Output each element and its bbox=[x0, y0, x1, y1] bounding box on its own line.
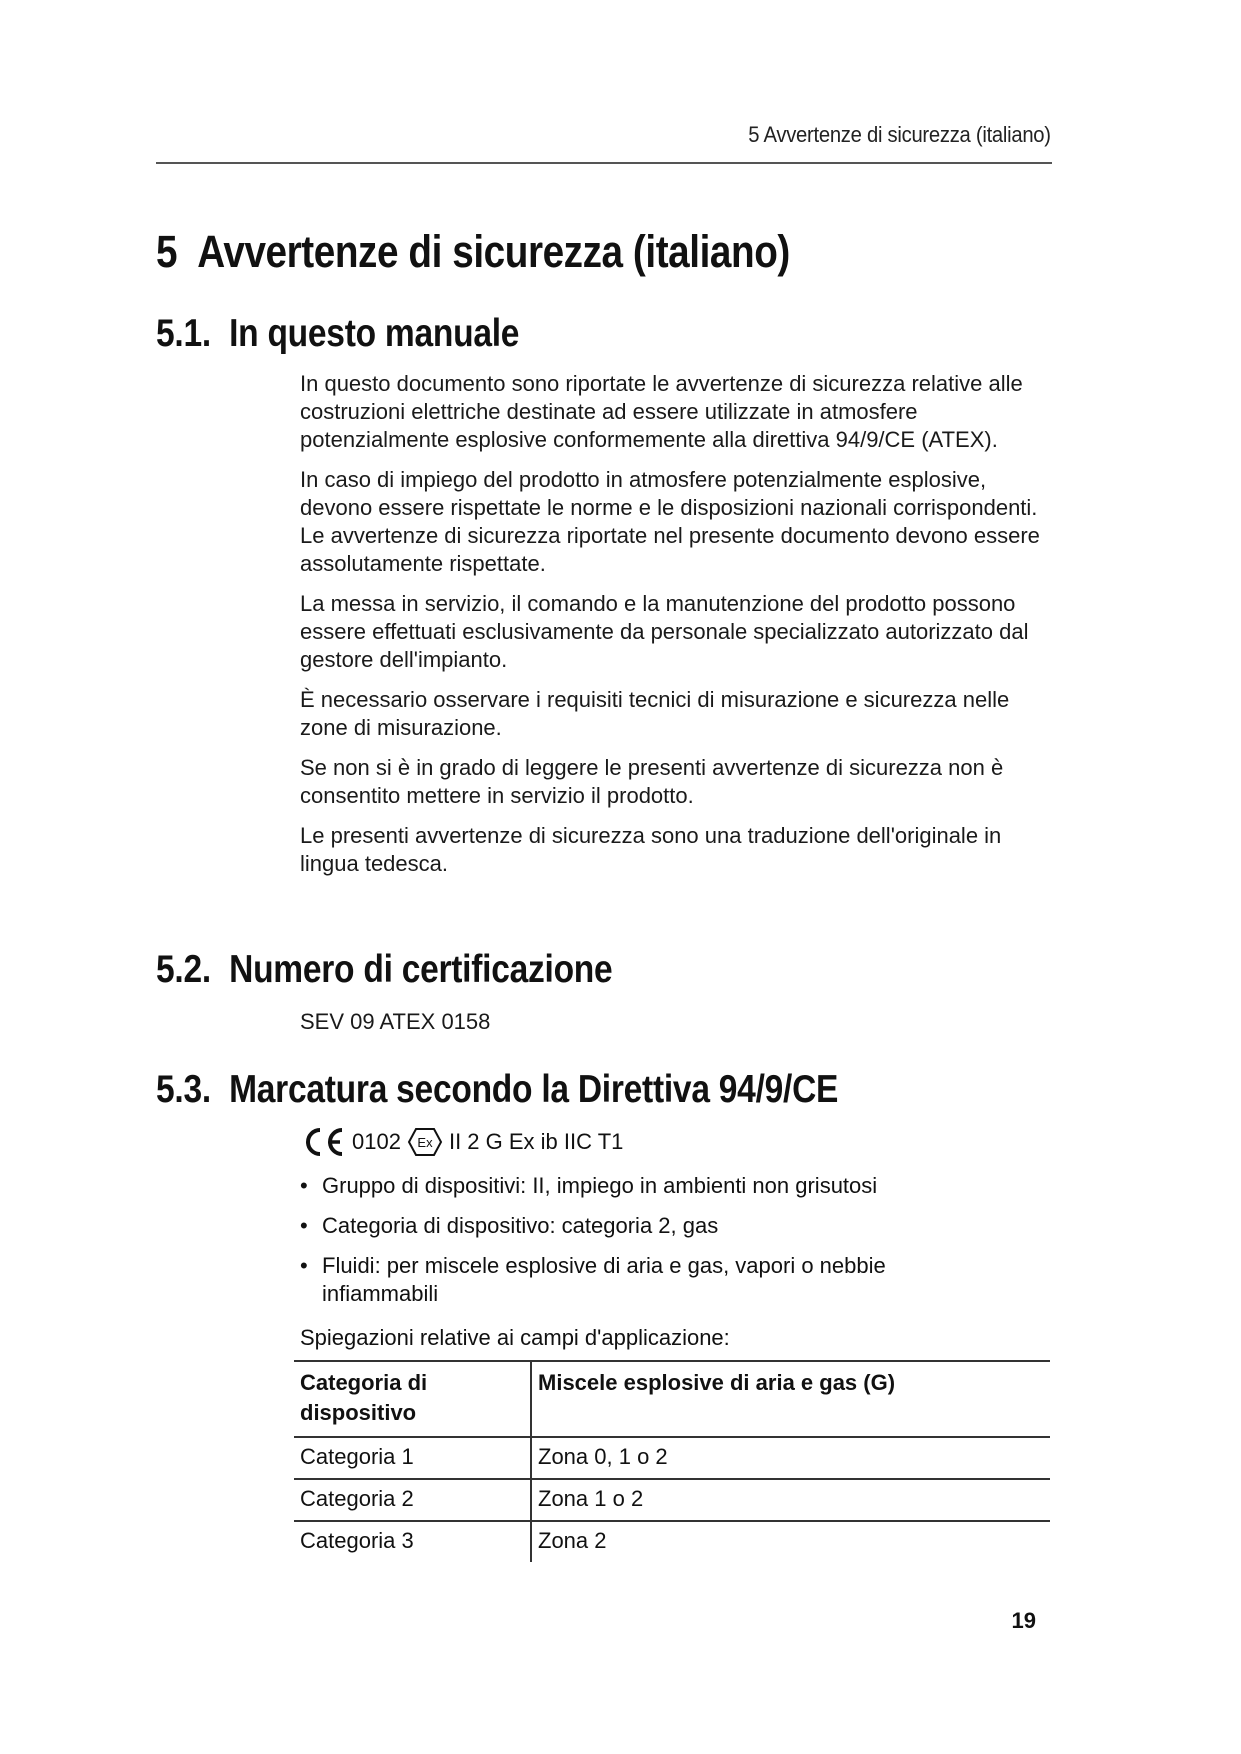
page-number: 19 bbox=[1011, 1608, 1036, 1633]
table-cell: Zona 1 o 2 bbox=[538, 1486, 644, 1511]
table-header: Miscele esplosive di aria e gas (G) bbox=[538, 1370, 896, 1395]
chapter-title-text: Avvertenze di sicurezza (italiano) bbox=[197, 226, 790, 277]
section-title-text: Numero di certificazione bbox=[229, 948, 613, 991]
section-title-text: Marcatura secondo la Direttiva 94/9/CE bbox=[229, 1068, 839, 1111]
paragraph: Se non si è in grado di leggere le presenti avvertenze di sicurezza non è consentito mettere in servizio il prodotto. bbox=[300, 755, 1004, 808]
marking-explanation-list bbox=[300, 1172, 1060, 1320]
paragraph: Le presenti avvertenze di sicurezza sono una traduzione dell'originale in lingua tedesca. bbox=[300, 823, 1002, 876]
table-cell: Zona 2 bbox=[538, 1528, 607, 1553]
paragraph: È necessario osservare i requisiti tecnici di misurazione e sicurezza nelle zone di misurazione. bbox=[300, 687, 1010, 740]
svg-text:Ex: Ex bbox=[417, 1135, 433, 1150]
section-number: 5.2. bbox=[156, 948, 211, 991]
list-item: • Categoria di dispositivo: categoria 2, gas bbox=[300, 1213, 719, 1238]
paragraph: In caso di impiego del prodotto in atmosfere potenzialmente esplosive, devono essere rispettate le norme e le disposizioni nazionali corrispondenti. Le avvertenze di sicurezza riportate nel presente documento devono essere assolutamente rispettate. bbox=[300, 467, 1040, 576]
list-item: • Fluidi: per miscele esplosive di aria e gas, vapori o nebbie infiammabili bbox=[300, 1253, 886, 1306]
section-title-marcatura bbox=[156, 1068, 838, 1112]
section-body-in-questo-manuale bbox=[300, 370, 1060, 890]
table-row bbox=[294, 1479, 1050, 1521]
section-title-in-questo-manuale bbox=[156, 312, 519, 356]
section-number: 5.1. bbox=[156, 312, 211, 355]
paragraph: La messa in servizio, il comando e la manutenzione del prodotto possono essere effettuati esclusivamente da personale specializzato autorizzato dal gestore dell'impianto. bbox=[300, 591, 1029, 672]
table-caption: Spiegazioni relative ai campi d'applicazione: bbox=[300, 1325, 730, 1350]
category-table bbox=[294, 1360, 1050, 1562]
table-cell: Categoria 2 bbox=[294, 1479, 531, 1521]
header-rule bbox=[156, 162, 1052, 164]
atex-code: II 2 G Ex ib IIC T1 bbox=[448, 1129, 624, 1154]
ce-mark-icon bbox=[300, 1126, 346, 1158]
certification-number bbox=[300, 1008, 1060, 1048]
chapter-title bbox=[156, 226, 790, 278]
paragraph: SEV 09 ATEX 0158 bbox=[300, 1009, 491, 1034]
list-item: • Gruppo di dispositivi: II, impiego in ambienti non grisutosi bbox=[300, 1173, 878, 1198]
table-cell: Categoria 3 bbox=[294, 1521, 531, 1562]
table-header-row bbox=[294, 1361, 1050, 1437]
paragraph: In questo documento sono riportate le avvertenze di sicurezza relative alle costruzioni elettriche destinate ad essere utilizzate in atmosfere potenzialmente esplosive conformemente alla direttiva 94/9/CE (ATEX). bbox=[300, 371, 1023, 452]
table-row bbox=[294, 1521, 1050, 1562]
notified-body-number: 0102 bbox=[352, 1129, 401, 1154]
section-number: 5.3. bbox=[156, 1068, 211, 1111]
running-header: 5 Avvertenze di sicurezza (italiano) bbox=[748, 122, 1051, 147]
section-title-text: In questo manuale bbox=[229, 312, 520, 355]
table-cell: Categoria 1 bbox=[294, 1437, 531, 1479]
table-header: Categoria di dispositivo bbox=[294, 1361, 531, 1437]
atex-marking bbox=[300, 1126, 623, 1158]
chapter-number: 5 bbox=[156, 226, 178, 277]
table-cell: Zona 0, 1 o 2 bbox=[538, 1444, 668, 1469]
ex-hexagon-icon bbox=[407, 1127, 443, 1157]
section-title-numero-di-certificazione bbox=[156, 948, 612, 992]
table-row bbox=[294, 1437, 1050, 1479]
